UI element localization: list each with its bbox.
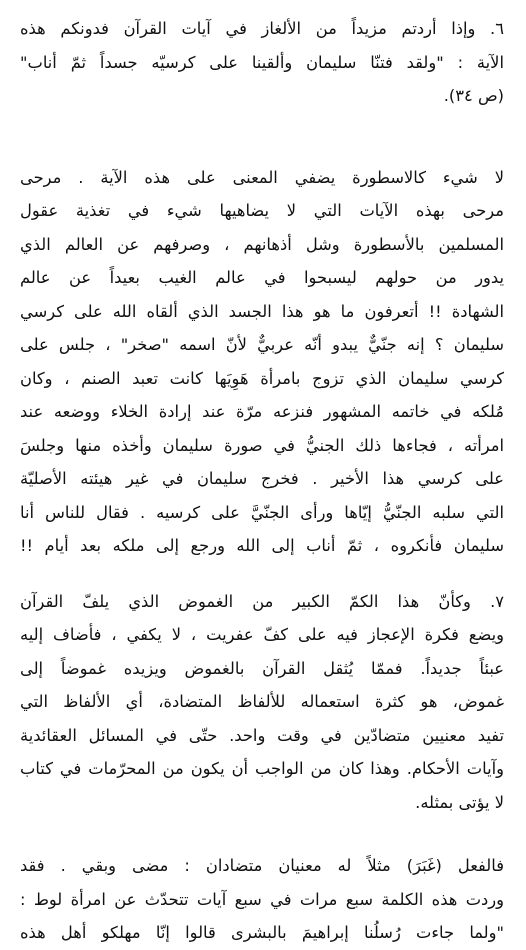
text-line: الآية : "ولقد فتنّا سليمان وألقينا على كرسيّه جسداً ثمّ أناب" <box>20 52 504 72</box>
paragraph-point-7 <box>20 585 504 820</box>
text-line: (ص ٣٤). <box>443 86 504 105</box>
paragraph-ghabar <box>20 849 504 950</box>
paragraph-point-6 <box>20 12 504 113</box>
text-line: تفيد معنيين متضادّين في وقت واحد. حتّى في المسائل العقائدية <box>20 725 504 745</box>
text-line: لا شيء كالاسطورة يضفي المعنى على هذه الآية . مرحى <box>20 167 504 187</box>
text-line: عبئاً جديداً. فممّا يُثقل القرآن بالغموض ويزيده غموضاً إلى <box>20 658 504 678</box>
text-line: "ولما جاءت رُسلُنا إبراهيمَ بالبشرى قالوا إنّا مهلكو أهل هذه <box>20 923 504 942</box>
paragraph-commentary <box>20 161 504 563</box>
text-line: الشهادة !! أتعرفون ما هو هذا الجسد الذي ألقاه الله على كرسي <box>20 301 504 321</box>
text-line: مُلكه في خاتمه المشهور فنزعه مرّة عند إرادة الخلاء ووضعه عند <box>20 402 504 421</box>
text-line: ويضع فكرة الإعجاز فيه على كفّ عفريت ، لا يكفي ، فأضاف إليه <box>20 625 504 644</box>
text-line: يدور من حولهم ليسبحوا في عالم الغيب بعيداً عن عالم <box>20 268 504 287</box>
paragraph-spacer <box>20 819 504 849</box>
text-line: على كرسي هذا الأخير . فخرج سليمان في غير هيئته الأصليّة <box>20 469 504 488</box>
text-line: امرأته ، فجاءها ذلك الجنيُّ في صورة سليمان وأخذه منها وجلسَ <box>20 435 504 455</box>
text-line: سليمان ؟ إنه جنّيٌّ يبدو أنّه عربيٌّ لأنّ اسمه "صخر" ، جلس على <box>20 335 504 354</box>
text-line: وآيات الأحكام. وهذا كان من الواجب أن يكون من المحرّمات في كتاب <box>20 759 504 778</box>
text-line: التي سلبه الجنّيُّ إيّاها ورأى الجنّيَّ على كرسيه . فقال للناس أنا <box>20 502 504 522</box>
paragraph-spacer <box>20 563 504 585</box>
text-line: ٦. وإذا أردتم مزيداً من الألغاز في آيات القرآن فدونكم هذه <box>20 19 504 38</box>
text-line: المسلمين بالأسطورة وشل أذهانهم ، وصرفهم عن العالم الذي <box>20 234 504 254</box>
paragraph-spacer <box>20 113 504 161</box>
text-line: ٧. وكأنّ هذا الكمّ الكبير من الغموض الذي يلفّ القرآن <box>20 591 504 611</box>
text-line: وردت هذه الكلمة سبع مرات في سبع آيات تتحدّث عن امرأة لوط : <box>20 889 504 909</box>
text-line: كرسي سليمان الذي تزوج بامرأة هَوِيَها كانت تعبد الصنم ، وكان <box>20 368 504 388</box>
text-line: فالفعل (غَبَرَ) مثلاً له معنيان متضادان : مضى وبقي . فقد <box>20 856 504 875</box>
text-line: سليمان فأنكروه ، ثمّ أناب إلى الله ورجع إلى ملكه بعد أيام !! <box>20 536 504 555</box>
text-line: مرحى بهذه الآيات التي لا يضاهيها شيء في تغذية عقول <box>20 201 504 220</box>
text-line: لا يؤتى بمثله. <box>415 792 504 812</box>
text-line: غموض، هو كثرة استعماله للألفاظ المتضادة، أي الألفاظ التي <box>20 692 504 711</box>
